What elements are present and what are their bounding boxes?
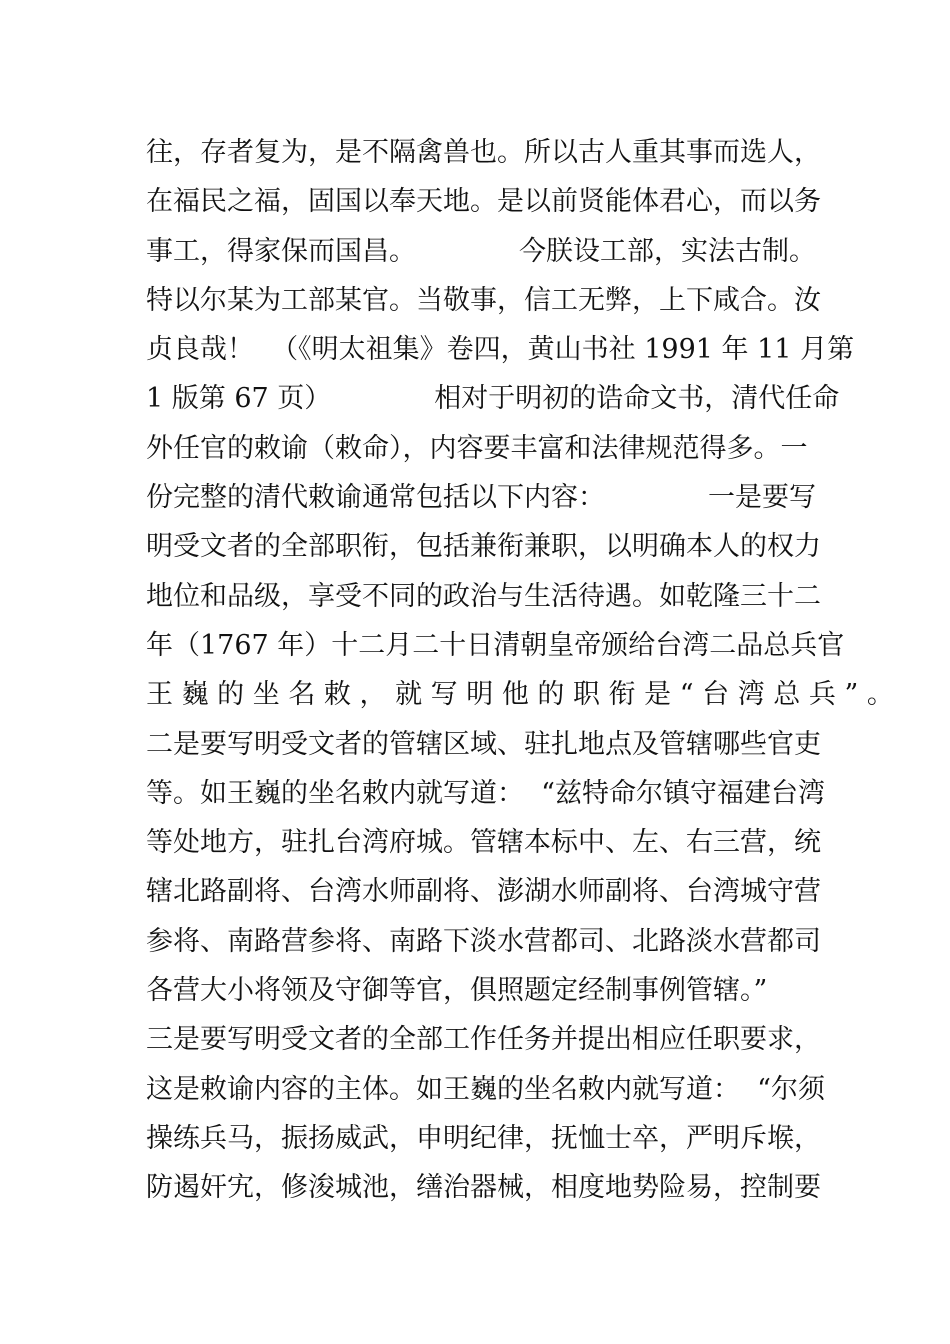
text-line: 年（1767 年）十二月二十日清朝皇帝颁给台湾二品总兵官 [146,629,845,661]
text-line: 外任官的敕谕（敕命），内容要丰富和法律规范得多。一 [146,432,808,464]
text-line: 贞良哉！ （《明太祖集》卷四，黄山书社 1991 年 11 月第 [146,334,855,366]
text-line: 1 版第 67 页） 相对于明初的诰命文书，清代任命 [146,383,840,415]
text-line: 防遏奸宄，修浚城池，缮治器械，相度地势险易，控制要 [146,1172,821,1204]
text-line: 这是敕谕内容的主体。如王巍的坐名敕内就写道： “尔须 [146,1073,825,1105]
text-line: 二是要写明受文者的管辖区域、驻扎地点及管辖哪些官吏 [146,728,821,760]
text-line: 等。如王巍的坐名敕内就写道： “兹特命尔镇守福建台湾 [146,777,825,809]
text-line: 参将、南路营参将、南路下淡水营都司、北路淡水营都司 [146,925,821,957]
body-text [146,128,894,1213]
text-line: 辖北路副将、台湾水师副将、澎湖水师副将、台湾城守营 [146,876,821,908]
text-line: 事工，得家保而国昌。 今朕设工部，实法古制。 [146,235,816,267]
text-line: 明受文者的全部职衔，包括兼衔兼职，以明确本人的权力 [146,531,821,563]
text-line: 份完整的清代敕谕通常包括以下内容： 一是要写 [146,482,816,514]
text-line: 地位和品级，享受不同的政治与生活待遇。如乾隆三十二 [146,580,821,612]
text-line: 特以尔某为工部某官。当敬事，信工无弊，上下咸合。汝 [146,284,821,316]
text-line: 操练兵马，振扬威武，申明纪律，抚恤士卒，严明斥堠， [146,1122,821,1154]
text-line: 各营大小将领及守御等官，俱照题定经制事例管辖。” [146,975,768,1007]
text-line: 在福民之福，固国以奉天地。是以前贤能体君心，而以务 [146,186,821,218]
text-line: 等处地方，驻扎台湾府城。管辖本标中、左、右三营，统 [146,827,821,859]
text-line: 王 巍 的 坐 名 敕 ， 就 写 明 他 的 职 衔 是 “ 台 湾 总 兵 ” 。 [146,679,894,711]
text-line: 往，存者复为，是不隔禽兽也。所以古人重其事而选人， [146,137,821,168]
text-line: 三是要写明受文者的全部工作任务并提出相应任职要求， [146,1024,821,1056]
